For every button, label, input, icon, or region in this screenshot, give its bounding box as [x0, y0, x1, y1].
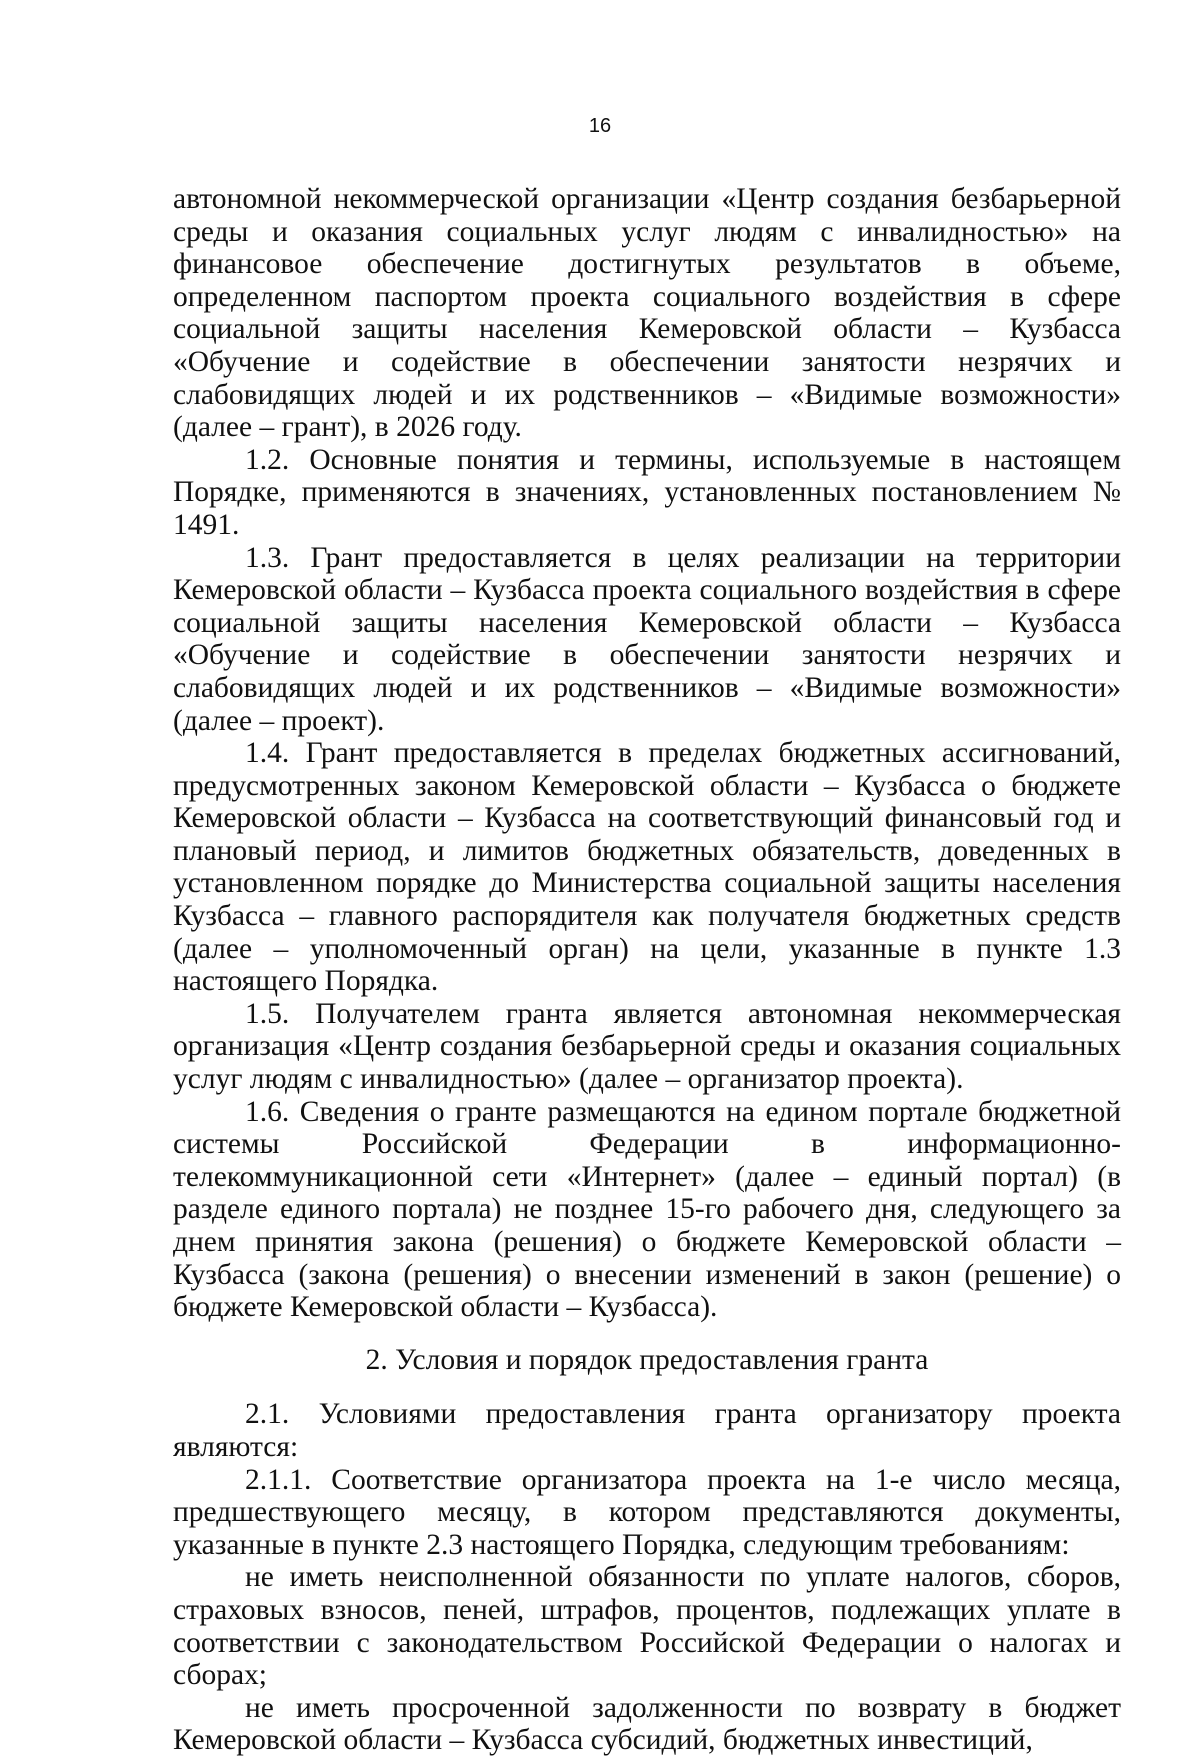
paragraph-2-1: 2.1. Условиями предоставления гранта организатору проекта являются:: [173, 1398, 1121, 1463]
paragraph-1-6: 1.6. Сведения о гранте размещаются на едином портале бюджетной системы Российской Федерации в информационно-телекоммуникационной сети «Интернет» (далее – единый портал) (в разделе единого портала) не позднее 15-го рабочего дня, следующего за днем принятия закона (решения) о бюджете Кемеровской области – Кузбасса (закона (решения) о внесении изменений в закон (решение) о бюджете Кемеровской области – Кузбасса).: [173, 1095, 1121, 1324]
paragraph-1-1-continuation: автономной некоммерческой организации «Центр создания безбарьерной среды и оказания социальных услуг людям с инвалидностью» на финансовое обеспечение достигнутых результатов в объеме, определенном паспортом проекта социального воздействия в сфере социальной защиты населения Кемеровской области – Кузбасса «Обучение и содействие в обеспечении занятости незрячих и слабовидящих людей и их родственников – «Видимые возможности» (далее – грант), в 2026 году.: [173, 183, 1121, 444]
requirement-item: не иметь неисполненной обязанности по уплате налогов, сборов, страховых взносов, пеней, штрафов, процентов, подлежащих уплате в соответствии с законодательством Российской Федерации о налогах и сборах;: [173, 1561, 1121, 1692]
paragraph-1-3: 1.3. Грант предоставляется в целях реализации на территории Кемеровской области – Кузбасса проекта социального воздействия в сфере социальной защиты населения Кемеровской области – Кузбасса «Обучение и содействие в обеспечении занятости незрячих и слабовидящих людей и их родственников – «Видимые возможности» (далее – проект).: [173, 541, 1121, 737]
page-number: 16: [588, 115, 612, 137]
requirement-item: не иметь просроченной задолженности по возврату в бюджет Кемеровской области – Кузбасса субсидий, бюджетных инвестиций,: [173, 1691, 1121, 1757]
paragraph-1-5: 1.5. Получателем гранта является автономная некоммерческая организация «Центр создания безбарьерной среды и оказания социальных услуг людям с инвалидностью» (далее – организатор проекта).: [173, 997, 1121, 1096]
paragraph-1-2: 1.2. Основные понятия и термины, используемые в настоящем Порядке, применяются в значениях, установленных постановлением № 1491.: [173, 443, 1121, 541]
document-body: [173, 183, 1121, 1757]
paragraph-1-4: 1.4. Грант предоставляется в пределах бюджетных ассигнований, предусмотренных законом Кемеровской области – Кузбасса о бюджете Кемеровской области – Кузбасса на соответствующий финансовый год и плановый период, и лимитов бюджетных обязательств, доведенных в установленном порядке до Министерства социальной защиты населения Кузбасса – главного распорядителя как получателя бюджетных средств (далее – уполномоченный орган) на цели, указанные в пункте 1.3 настоящего Порядка.: [173, 737, 1121, 998]
section-2-heading: 2. Условия и порядок предоставления гранта: [365, 1343, 929, 1376]
paragraph-2-1-1: 2.1.1. Соответствие организатора проекта на 1-е число месяца, предшествующего месяцу, в котором представляются документы, указанные в пункте 2.3 настоящего Порядка, следующим требованиям:: [173, 1463, 1121, 1561]
